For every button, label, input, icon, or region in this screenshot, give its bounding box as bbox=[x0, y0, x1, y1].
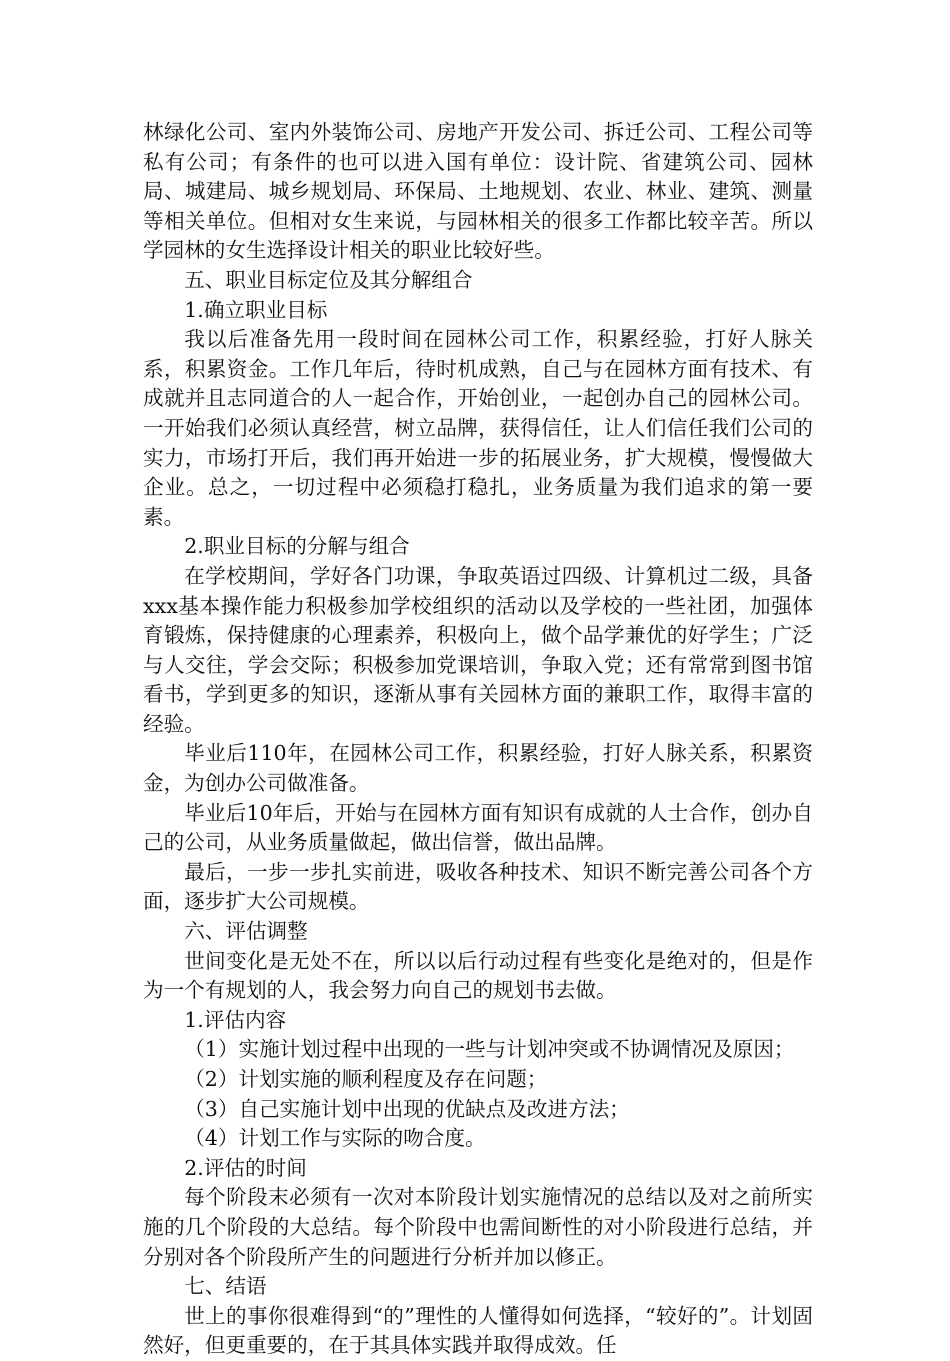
heading-evaluation-adjustment: 六、评估调整 bbox=[184, 919, 308, 944]
subheading-establish-goal: 1.确立职业目标 bbox=[184, 297, 328, 322]
subheading-evaluation-time: 2.评估的时间 bbox=[184, 1155, 307, 1180]
subheading-evaluation-content: 1.评估内容 bbox=[184, 1007, 287, 1032]
paragraph-after-graduation-10: 毕业后10年后，开始与在园林方面有知识有成就的人士合作，创办自己的公司，从业务质量做起，做出信誉，做出品牌。 bbox=[143, 800, 813, 855]
paragraph-after-graduation-1: 毕业后110年，在园林公司工作，积累经验，打好人脉关系，积累资金，为创办公司做准备。 bbox=[143, 741, 813, 796]
paragraph-goal-description: 我以后准备先用一段时间在园林公司工作，积累经验，打好人脉关系，积累资金。工作几年后，待时机成熟，自己与在园林方面有技术、有成就并且志同道合的人一起合作，开始创业，一起创办自己的园林公司。一开始我们必须认真经营，树立品牌，获得信任，让人们信任我们公司的实力，市场打开后，我们再开始进一步的拓展业务，扩大规模，慢慢做大企业。总之，一切过程中必须稳打稳扎，业务质量为我们追求的第一要素。 bbox=[143, 327, 813, 529]
list-item-evaluation-2: （2）计划实施的顺利程度及存在问题； bbox=[184, 1067, 548, 1091]
paragraph-conclusion: 世上的事你很难得到“的”理性的人懂得如何选择，“较好的”。计划固然好，但更重要的，在于其具体实践并取得成效。任 bbox=[143, 1303, 813, 1358]
list-item-evaluation-4: （4）计划工作与实际的吻合度。 bbox=[184, 1126, 486, 1151]
heading-career-goal-positioning: 五、职业目标定位及其分解组合 bbox=[184, 267, 473, 292]
paragraph-change: 世间变化是无处不在，所以以后行动过程有些变化是绝对的，但是作为一个有规划的人，我会努力向自己的规划书去做。 bbox=[143, 948, 813, 1003]
document-body bbox=[143, 118, 813, 1361]
subheading-goal-decomposition: 2.职业目标的分解与组合 bbox=[184, 534, 410, 559]
paragraph-school-period: 在学校期间，学好各门功课，争取英语过四级、计算机过二级，具备xxx基本操作能力积极参加学校组织的活动以及学校的一些社团，加强体育锻炼，保持健康的心理素养，积极向上，做个品学兼优的好学生；广泛与人交往，学会交际；积极参加党课培训，争取入党；还有常常到图书馆看书，学到更多的知识，逐渐从事有关园林方面的兼职工作，取得丰富的经验。 bbox=[143, 563, 813, 736]
list-item-evaluation-3: （3）自己实施计划中出现的优缺点及改进方法； bbox=[184, 1096, 630, 1121]
paragraph-evaluation-time: 每个阶段末必须有一次对本阶段计划实施情况的总结以及对之前所实施的几个阶段的大总结。每个阶段中也需间断性的对小阶段进行总结，并分别对各个阶段所产生的问题进行分析并加以修正。 bbox=[143, 1185, 813, 1269]
paragraph-employers-list: 林绿化公司、室内外装饰公司、房地产开发公司、拆迁公司、工程公司等私有公司；有条件的也可以进入国有单位：设计院、省建筑公司、园林局、城建局、城乡规划局、环保局、土地规划、农业、林业、建筑、测量等相关单位。但相对女生来说，与园林相关的很多工作都比较辛苦。所以学园林的女生选择设计相关的职业比较好些。 bbox=[143, 120, 813, 263]
heading-conclusion: 七、结语 bbox=[184, 1274, 267, 1299]
paragraph-finally: 最后，一步一步扎实前进，吸收各种技术、知识不断完善公司各个方面，逐步扩大公司规模。 bbox=[143, 859, 813, 914]
list-item-evaluation-1: （1）实施计划过程中出现的一些与计划冲突或不协调情况及原因； bbox=[184, 1037, 795, 1062]
